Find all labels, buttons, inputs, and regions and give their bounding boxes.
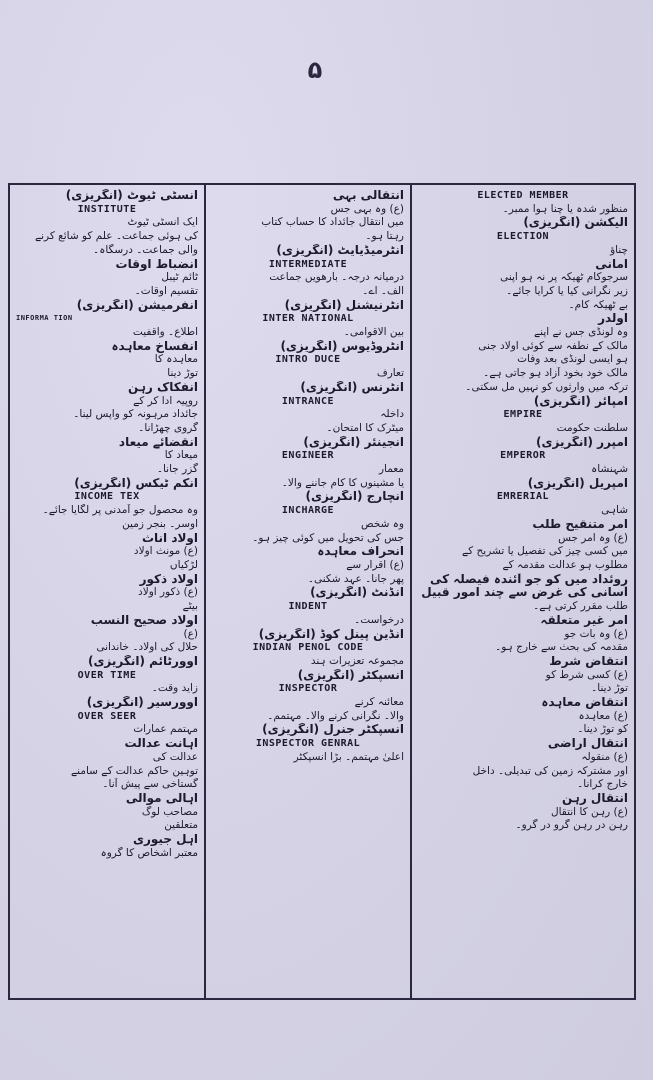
glossary-term: انٹرنیشنل (انگریزی) bbox=[284, 298, 404, 312]
english-term: EMRERIAL bbox=[496, 491, 550, 503]
definition-line: بے ٹھیکہ کام۔ bbox=[568, 298, 628, 311]
english-term: INTER NATIONAL bbox=[262, 313, 354, 325]
glossary-term: انٹرمیڈیایٹ (انگریزی) bbox=[276, 243, 404, 257]
glossary-term: آسانی کی غرض سے چند امور قبیل bbox=[421, 586, 628, 600]
definition-line: ٹائم ٹیبل bbox=[161, 271, 198, 284]
glossary-term: انتقاض معاہدہ bbox=[541, 696, 628, 710]
english-term: INFORMA TION bbox=[16, 314, 73, 323]
definition-line: (ع) اقرار سے bbox=[346, 558, 404, 571]
glossary-term: انسپکٹر (انگریزی) bbox=[297, 668, 404, 682]
definition-line: مصاحب لوگ bbox=[141, 805, 198, 818]
definition-line: توہین حاکم عدالت کے سامنے bbox=[71, 764, 198, 777]
definition-line: (ع) وہ امر جس bbox=[558, 531, 628, 544]
definition-line: توڑ دینا۔ bbox=[591, 682, 628, 695]
english-term: EMPIRE bbox=[503, 409, 543, 421]
definition-line: گستاخی سے پیش آنا۔ bbox=[102, 778, 198, 791]
glossary-term: انچارج (انگریزی) bbox=[305, 490, 404, 504]
definition-line: میں انتقال جائداد کا حساب کتاب bbox=[261, 216, 404, 229]
definition-line: ہو ایسی لونڈی بعد وفات bbox=[517, 353, 628, 366]
english-term: ENGINEER bbox=[281, 450, 335, 462]
definition-line: اوسر۔ بنجر زمین bbox=[122, 517, 198, 530]
english-term: INCOME TEX bbox=[74, 491, 140, 503]
definition-line: کی ہوئی جماعت۔ علم کو شائع کرنے bbox=[34, 230, 198, 243]
glossary-term: انفکاک رہن bbox=[128, 380, 198, 394]
glossary-term: امپریل (انگریزی) bbox=[527, 476, 628, 490]
definition-line: معائنہ کرنے bbox=[354, 696, 404, 709]
definition-line: وہ محصول جو آمدنی پر لگایا جائے۔ bbox=[42, 504, 198, 517]
definition-line: حلال کی اولاد۔ خاندانی bbox=[96, 641, 198, 654]
glossary-term: امپرر (انگریزی) bbox=[536, 435, 628, 449]
english-term: OVER TIME bbox=[77, 669, 137, 681]
english-term: INSPECTOR bbox=[278, 683, 338, 695]
glossary-term: اولاد اناث bbox=[141, 531, 198, 545]
definition-line: والی جماعت۔ درسگاہ۔ bbox=[93, 243, 198, 256]
definition-line: مہتمم عمارات bbox=[133, 723, 198, 736]
glossary-term: اولاد ذکور bbox=[139, 572, 198, 586]
definition-line: (ع) وہ بہی جس bbox=[330, 202, 404, 215]
glossary-term: اوورٹائم (انگریزی) bbox=[87, 654, 198, 668]
definition-line: اعلیٰ مہتمم۔ بڑا انسپکٹر bbox=[293, 750, 404, 763]
glossary-term: انسٹی ٹیوٹ (انگریزی) bbox=[65, 189, 198, 202]
definition-line: (ع) کسی شرط کو bbox=[545, 668, 628, 681]
definition-line: بین الاقوامی۔ bbox=[343, 326, 404, 339]
definition-line: روپیہ ادا کر کے bbox=[133, 394, 198, 407]
definition-line: ترکہ میں وارثوں کو نہیں مل سکتی۔ bbox=[465, 380, 628, 393]
definition-line: ایک انسٹی ٹیوٹ bbox=[127, 216, 198, 229]
definition-line: گزر جانا۔ bbox=[156, 463, 198, 476]
definition-line: مالک کے نطفہ سے کوئی اولاد جنی bbox=[478, 339, 628, 352]
definition-line: خارج کرانا۔ bbox=[577, 778, 628, 791]
english-term: INTERMEDIATE bbox=[268, 258, 348, 270]
definition-line: درخواست۔ bbox=[354, 613, 404, 626]
glossary-term: انسپکٹر جنرل (انگریزی) bbox=[262, 723, 404, 737]
definition-line: میں کسی چیز کی تفصیل یا تشریح کے bbox=[462, 545, 628, 558]
glossary-term: انتقاض شرط bbox=[549, 654, 628, 668]
glossary-term: اہانت عدالت bbox=[124, 737, 198, 751]
glossary-term: انفرمیشن (انگریزی) bbox=[76, 298, 198, 312]
glossary-term: انفساخ معاہدہ bbox=[111, 339, 198, 353]
english-term: INSTITUTE bbox=[77, 203, 137, 215]
definition-line: بیٹے bbox=[182, 600, 198, 613]
english-term: ELECTION bbox=[496, 231, 550, 243]
definition-line: میعاد کا bbox=[164, 449, 198, 462]
definition-line: معاہدہ کا bbox=[154, 353, 198, 366]
glossary-term: انٹروڈیوس (انگریزی) bbox=[280, 339, 404, 353]
definition-line: رہن در رہن گرو در گرو۔ bbox=[515, 819, 628, 832]
glossary-term: انقضائے میعاد bbox=[118, 435, 198, 449]
definition-line: (ع) معاہدہ bbox=[578, 709, 628, 722]
definition-line: جائداد مرہونہ کو واپس لینا۔ bbox=[73, 408, 198, 421]
definition-line: چناؤ bbox=[610, 243, 628, 256]
definition-line: (ع) مونث اولاد bbox=[133, 545, 198, 558]
glossary-term: امپائر (انگریزی) bbox=[533, 394, 628, 408]
page-number: ۵ bbox=[307, 56, 323, 84]
english-term: INSPECTOR GENRAL bbox=[255, 738, 361, 750]
definition-line: تعارف bbox=[376, 367, 404, 380]
glossary-term: اولدر bbox=[598, 312, 628, 326]
definition-line: شہنشاہ bbox=[591, 463, 628, 476]
definition-line: درمیانہ درجہ۔ بارھویں جماعت bbox=[269, 271, 404, 284]
english-term: EMPEROR bbox=[500, 450, 546, 462]
definition-line: گروی چھڑانا۔ bbox=[138, 421, 198, 434]
glossary-term: انکم ٹیکس (انگریزی) bbox=[74, 476, 198, 490]
definition-line: وہ لونڈی جس نے اپنے bbox=[534, 326, 628, 339]
definition-line: مجموعہ تعزیرات ہند bbox=[310, 654, 404, 667]
glossary-term: انضباط اوقات bbox=[115, 257, 198, 271]
glossary-term: انجینئر (انگریزی) bbox=[303, 435, 404, 449]
glossary-term: انحراف معاہدہ bbox=[317, 545, 404, 559]
glossary-table bbox=[8, 183, 636, 1000]
definition-line: مقدمہ کی بحث سے خارج ہو۔ bbox=[495, 641, 628, 654]
definition-line: تقسیم اوقات۔ bbox=[134, 284, 198, 297]
definition-line: والا۔ نگرانی کرنے والا۔ مہتمم۔ bbox=[267, 709, 404, 722]
definition-line: یا مشینوں کا کام جاننے والا۔ bbox=[281, 476, 404, 489]
definition-line: (ع) منقولہ bbox=[581, 750, 628, 763]
glossary-term: امانی bbox=[595, 257, 628, 271]
definition-line: متعلقین bbox=[164, 819, 198, 832]
definition-line: اور مشترکہ زمین کی تبدیلی۔ داخل bbox=[472, 764, 628, 777]
english-term: INDENT bbox=[288, 601, 328, 613]
glossary-column-left bbox=[10, 185, 206, 998]
definition-line: سرجوکام ٹھیکہ پر نہ ہو اپنی bbox=[500, 271, 628, 284]
glossary-term: اہل جیوری bbox=[132, 833, 198, 847]
glossary-term: الیکشن (انگریزی) bbox=[523, 216, 628, 230]
glossary-term: اوورسیر (انگریزی) bbox=[86, 696, 198, 710]
definition-line: عدالت کی bbox=[152, 750, 198, 763]
definition-line: طلب مقرر کرتی ہے۔ bbox=[533, 600, 628, 613]
glossary-term: روئداد میں کو جو آئندہ فیصلہ کی bbox=[429, 572, 628, 586]
definition-line: زاید وقت۔ bbox=[151, 682, 198, 695]
definition-line: شاہی bbox=[601, 504, 628, 517]
glossary-term: انڈنٹ (انگریزی) bbox=[310, 586, 404, 600]
definition-line: مالک خود بخود آزاد ہو جاتی ہے۔ bbox=[483, 367, 628, 380]
definition-line: زیر نگرانی کیا یا کرایا جائے۔ bbox=[506, 284, 628, 297]
glossary-term: انڈین پینل کوڈ (انگریزی) bbox=[258, 627, 404, 641]
definition-line: پھر جانا۔ عہد شکنی۔ bbox=[307, 572, 404, 585]
definition-line: توڑ دینا bbox=[167, 367, 198, 380]
glossary-term: انتقال اراضی bbox=[547, 737, 628, 751]
definition-line: الف۔ اے۔ bbox=[362, 284, 404, 297]
definition-line: وہ شخص bbox=[361, 517, 404, 530]
glossary-term: انٹرنس (انگریزی) bbox=[300, 380, 404, 394]
english-term: OVER SEER bbox=[77, 710, 137, 722]
definition-line: اطلاع۔ واقفیت bbox=[132, 326, 198, 339]
definition-line: (ع) bbox=[183, 627, 198, 640]
definition-line: میٹرک کا امتحان۔ bbox=[326, 421, 404, 434]
glossary-term: انتقالی بہی bbox=[332, 189, 404, 202]
glossary-term: اہالی موالی bbox=[125, 791, 198, 805]
english-term: INCHARGE bbox=[281, 505, 335, 517]
definition-line: رہتا ہو۔ bbox=[365, 230, 404, 243]
definition-line: (ع) ذکور اولاد bbox=[138, 586, 198, 599]
english-term: INTRANCE bbox=[281, 395, 335, 407]
definition-line: منظور شدہ یا چنا ہوا ممبر۔ bbox=[502, 202, 628, 215]
glossary-column-middle bbox=[206, 185, 412, 998]
glossary-term: انتقال رہن bbox=[562, 791, 628, 805]
glossary-term: اولاد صحیح النسب bbox=[90, 613, 198, 627]
definition-line: جس کی تحویل میں کوئی چیز ہو۔ bbox=[252, 531, 404, 544]
definition-line: سلطنت حکومت bbox=[556, 421, 628, 434]
english-term: INTRO DUCE bbox=[275, 354, 341, 366]
glossary-column-right bbox=[412, 185, 634, 998]
definition-line: (ع) وہ بات جو bbox=[564, 627, 628, 640]
definition-line: مطلوب ہو عدالت مقدمہ کے bbox=[502, 558, 628, 571]
glossary-term: امر متنقیح طلب bbox=[532, 517, 628, 531]
definition-line: لڑکیاں bbox=[169, 558, 198, 571]
glossary-term: امر غیر متعلقہ bbox=[540, 613, 628, 627]
definition-line: معمار bbox=[378, 463, 404, 476]
definition-line: داخلہ bbox=[380, 408, 404, 421]
definition-line: کو توڑ دینا۔ bbox=[577, 723, 628, 736]
english-term: INDIAN PENOL CODE bbox=[252, 642, 364, 654]
definition-line: معتبر اشخاص کا گروہ bbox=[100, 846, 198, 859]
english-term: ELECTED MEMBER bbox=[477, 190, 569, 201]
definition-line: (ع) رہن کا انتقال bbox=[550, 805, 628, 818]
